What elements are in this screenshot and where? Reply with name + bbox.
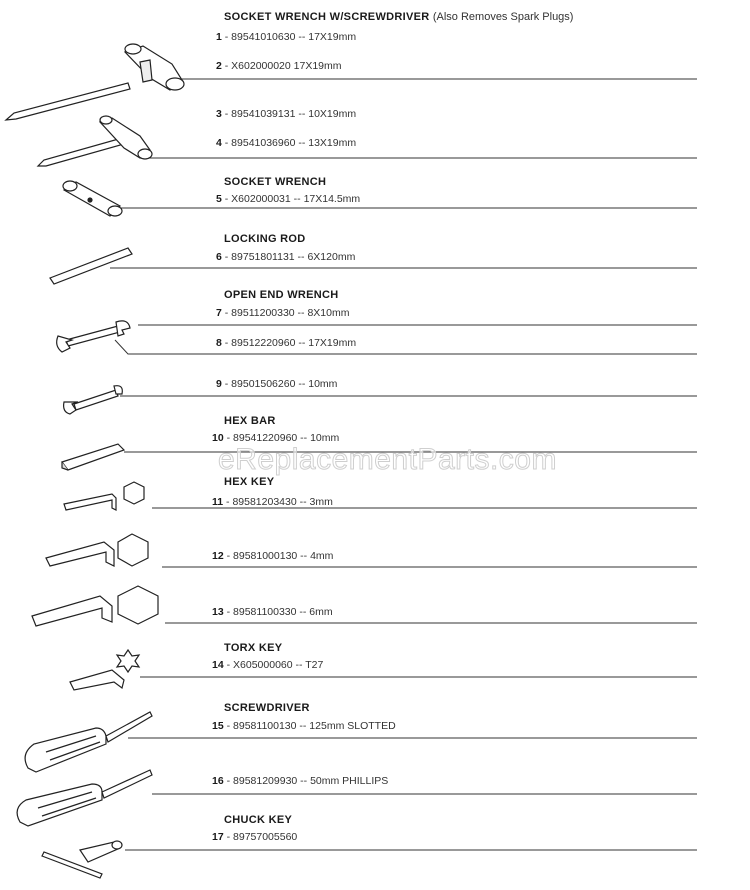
screwdriver-phillips-icon — [17, 770, 152, 826]
part-number: 14 — [212, 659, 224, 671]
part-number: 7 — [216, 307, 222, 319]
torx-key-icon — [70, 650, 139, 690]
group-title-open-end-wrench: OPEN END WRENCH — [224, 289, 339, 301]
part-item[interactable] — [216, 60, 342, 72]
part-description: - 89581000130 -- 4mm — [226, 550, 334, 562]
socket-wrench-screwdriver-large-icon — [6, 44, 184, 120]
part-number: 16 — [212, 775, 224, 787]
group-title-locking-rod: LOCKING ROD — [224, 233, 306, 245]
group-title-text: SOCKET WRENCH W/SCREWDRIVER — [224, 11, 430, 23]
group-note: (Also Removes Spark Plugs) — [432, 11, 574, 23]
leader-line — [115, 340, 697, 354]
part-description: - 89751801131 -- 6X120mm — [224, 251, 356, 263]
part-item[interactable] — [216, 31, 356, 43]
open-end-wrench-large-icon — [57, 321, 130, 352]
part-number: 15 — [212, 720, 224, 732]
group-title-chuck-key: CHUCK KEY — [224, 814, 293, 826]
part-number: 12 — [212, 550, 224, 562]
part-item[interactable] — [216, 251, 355, 263]
part-item[interactable] — [216, 378, 337, 390]
part-number: 1 — [216, 31, 222, 43]
part-description: - 89541036960 -- 13X19mm — [224, 137, 357, 149]
part-description: - X605000060 -- T27 — [226, 659, 324, 671]
part-number: 2 — [216, 60, 222, 72]
part-description: - 89757005560 — [226, 831, 298, 843]
part-description: - 89501506260 -- 10mm — [224, 378, 338, 390]
hex-key-6mm-icon — [32, 586, 158, 626]
part-number: 9 — [216, 378, 222, 390]
part-description: - 89511200330 -- 8X10mm — [224, 307, 350, 319]
group-title-socket-wrench: SOCKET WRENCH — [224, 176, 327, 188]
part-number: 6 — [216, 251, 222, 263]
group-title-screwdriver: SCREWDRIVER — [224, 702, 310, 714]
hex-key-3mm-icon — [64, 482, 144, 510]
part-item[interactable] — [216, 307, 349, 319]
group-title-socket-wrench-screwdriver — [224, 11, 573, 23]
chuck-key-icon — [42, 841, 122, 878]
part-number: 17 — [212, 831, 224, 843]
part-item[interactable] — [216, 193, 360, 205]
part-description: - 89581203430 -- 3mm — [226, 496, 333, 508]
part-item[interactable] — [216, 108, 356, 120]
part-description: - 89541039131 -- 10X19mm — [224, 108, 357, 120]
part-number: 10 — [212, 432, 224, 444]
part-item[interactable] — [212, 831, 297, 843]
part-description: - 89541010630 -- 17X19mm — [224, 31, 357, 43]
part-item[interactable] — [212, 496, 333, 508]
part-number: 11 — [212, 496, 224, 508]
part-number: 13 — [212, 606, 224, 618]
group-title-torx-key: TORX KEY — [224, 642, 283, 654]
part-item[interactable] — [212, 550, 333, 562]
group-title-hex-key: HEX KEY — [224, 476, 275, 488]
group-title-hex-bar: HEX BAR — [224, 415, 276, 427]
watermark: eReplacementParts.com — [218, 443, 557, 476]
part-item[interactable] — [212, 606, 333, 618]
part-number: 8 — [216, 337, 222, 349]
hex-key-4mm-icon — [46, 534, 148, 566]
part-description: - 89581100130 -- 125mm SLOTTED — [226, 720, 396, 732]
part-item[interactable] — [212, 659, 323, 671]
part-description: - 89581209930 -- 50mm PHILLIPS — [226, 775, 389, 787]
part-item[interactable] — [212, 775, 388, 787]
locking-rod-icon — [50, 248, 132, 284]
screwdriver-slotted-icon — [25, 712, 152, 772]
part-number: 5 — [216, 193, 222, 205]
part-description: - 89512220960 -- 17X19mm — [224, 337, 357, 349]
part-description: - 89581100330 -- 6mm — [226, 606, 333, 618]
part-number: 3 — [216, 108, 222, 120]
part-description: - X602000020 17X19mm — [224, 60, 342, 72]
part-item[interactable] — [212, 720, 396, 732]
open-end-wrench-small-icon — [64, 386, 123, 414]
socket-wrench-screwdriver-small-icon — [38, 116, 152, 166]
part-number: 4 — [216, 137, 222, 149]
part-description: - X602000031 -- 17X14.5mm — [224, 193, 361, 205]
part-item[interactable] — [216, 337, 356, 349]
part-item[interactable] — [216, 137, 356, 149]
hex-bar-icon — [62, 444, 124, 470]
part-description: - 89541220960 -- 10mm — [226, 432, 340, 444]
socket-wrench-tube-icon — [63, 181, 122, 216]
